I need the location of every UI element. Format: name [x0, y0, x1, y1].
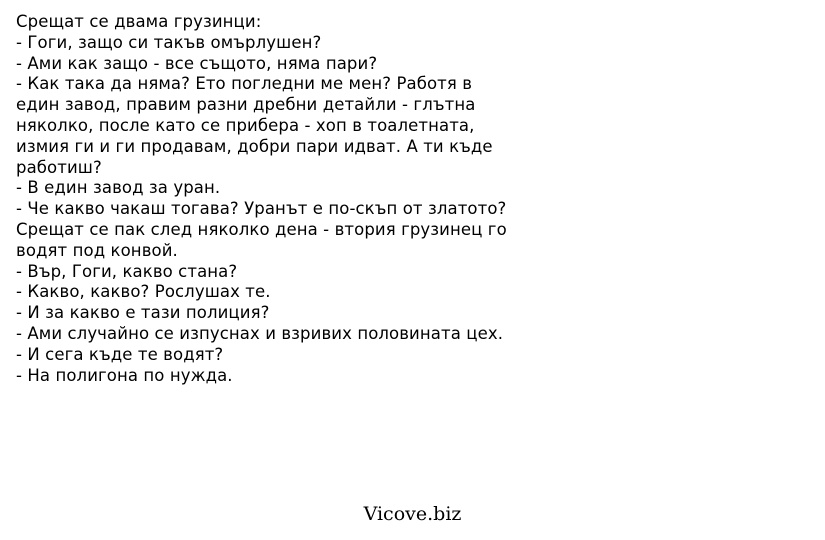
- joke-line: - Ами случайно се изпуснах и взривих половината цех.: [16, 323, 504, 343]
- site-watermark: Vicove.biz: [363, 503, 462, 525]
- joke-line: - Гоги, защо си такъв омърлушен?: [16, 32, 322, 52]
- joke-line: Срещат се двама грузинци:: [16, 12, 262, 31]
- joke-line: - Че какво чакаш тогава? Уранът е по-скъп от златото?: [16, 199, 507, 219]
- joke-line: - Какво, какво? Рослушах те.: [16, 282, 271, 302]
- joke-line: - И за какво е тази полиция?: [16, 303, 270, 323]
- joke-line: - Вър, Гоги, какво стана?: [16, 261, 238, 281]
- joke-line: Срещат се пак след няколко дена - втория грузинец го: [16, 219, 507, 239]
- joke-line: работиш?: [16, 157, 102, 177]
- joke-text: [16, 12, 806, 386]
- joke-line: водят под конвой.: [16, 240, 178, 260]
- joke-line: - Как така да няма? Ето погледни ме мен? Работя в: [16, 74, 473, 94]
- joke-line: - В един завод за уран.: [16, 178, 221, 198]
- joke-line: - На полигона по нужда.: [16, 365, 233, 385]
- joke-line: измия ги и ги продавам, добри пари идват. А ти къде: [16, 136, 493, 156]
- joke-line: - И сега къде те водят?: [16, 344, 224, 364]
- joke-line: няколко, после като се прибера - хоп в тоалетната,: [16, 115, 475, 135]
- joke-line: един завод, правим разни дребни детайли - глътна: [16, 95, 476, 115]
- joke-line: - Ами как защо - все същото, няма пари?: [16, 53, 378, 73]
